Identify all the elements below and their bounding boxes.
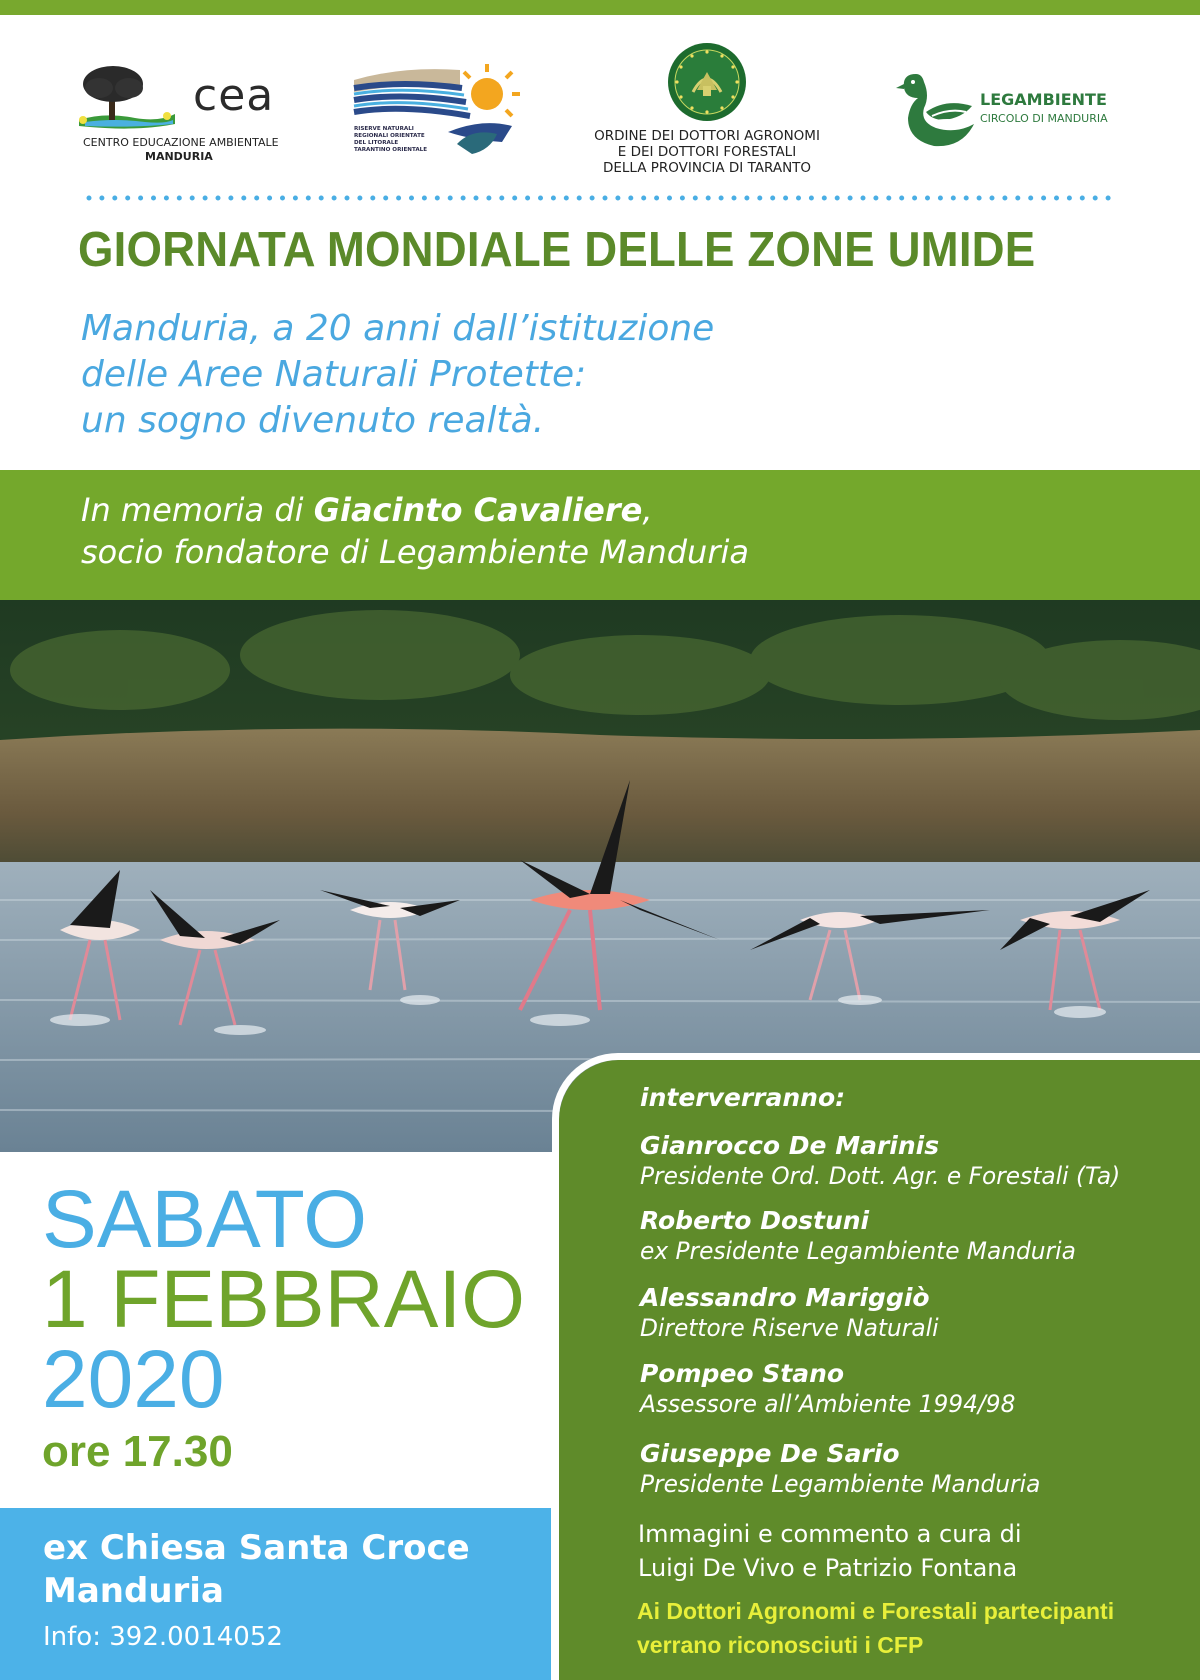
riserve-logo-text [354,126,444,154]
ordine-logo-line: E DEI DOTTORI FORESTALI [617,144,797,160]
dotted-divider [86,193,1116,203]
legambiente-logo [896,68,1136,158]
memorial-line1 [81,489,749,531]
ordine-logo-line: DELLA PROVINCIA DI TARANTO [602,160,812,176]
riserve-logo-line: RISERVE NATURALI [354,126,414,132]
speaker-name: Giuseppe De Sario [640,1439,900,1468]
page-title: GIORNATA MONDIALE DELLE ZONE UMIDE [78,223,1036,277]
cea-logo-line2: MANDURIA [145,150,213,163]
riserve-logo-line: REGIONALI ORIENTATE [354,133,425,139]
speaker-item [640,1131,1200,1191]
speaker-role: Assessore all’Ambiente 1994/98 [640,1390,1016,1418]
event-time: ore 17.30 [42,1427,233,1476]
credits-line: Luigi De Vivo e Patrizio Fontana [638,1554,1018,1582]
riserve-naturali-logo [352,58,532,168]
memorial-prefix: In memoria di [81,491,314,529]
venue-city: Manduria [43,1571,224,1611]
credits-line: Immagini e commento a cura di [638,1520,1022,1548]
speaker-role: Presidente Legambiente Manduria [640,1470,1041,1498]
speaker-name: Roberto Dostuni [640,1206,870,1235]
venue-info-phone: Info: 392.0014052 [43,1622,283,1652]
ordine-agronomi-logo [572,40,842,180]
riserve-logo-line: DEL LITORALE [354,140,399,146]
swan-icon [896,68,978,152]
speaker-name: Alessandro Mariggiò [640,1283,930,1312]
subtitle-line: Manduria, a 20 anni dall’istituzione [81,308,715,349]
subtitle-line: delle Aree Naturali Protette: [81,354,587,395]
riserve-logo-line: TARANTINO ORIENTALE [354,147,428,153]
speaker-item [640,1359,1200,1419]
cea-logo [75,62,295,172]
event-year: 2020 [42,1334,225,1425]
speaker-role: ex Presidente Legambiente Manduria [640,1237,1076,1265]
speaker-item [640,1283,1200,1343]
ordine-logo-text [572,128,842,176]
cfp-line: verrano riconosciuti i CFP [637,1632,924,1658]
speaker-item [640,1439,1200,1499]
cea-logo-word: cea [193,70,275,121]
venue-name: ex Chiesa Santa Croce [43,1528,470,1568]
subtitle-line: un sogno divenuto realtà. [81,400,545,441]
speakers-heading: interverranno: [640,1083,846,1112]
ordine-logo-line: ORDINE DEI DOTTORI AGRONOMI [594,128,820,144]
top-green-bar [0,0,1200,15]
speaker-item [640,1206,1200,1266]
ordine-seal-icon [667,42,747,122]
memorial-name: Giacinto Cavaliere [313,491,643,529]
memorial-line2: socio fondatore di Legambiente Manduria [81,533,749,571]
event-weekday: SABATO [42,1174,368,1265]
legambiente-logo-title: LEGAMBIENTE [980,90,1107,109]
speaker-name: Gianrocco De Marinis [640,1131,940,1160]
memorial-suffix: , [642,491,653,529]
speaker-name: Pompeo Stano [640,1359,845,1388]
memorial-text [81,489,749,573]
event-day: 1 FEBBRAIO [42,1254,526,1345]
tree-icon [75,62,185,134]
legambiente-logo-subtitle: CIRCOLO DI MANDURIA [980,112,1108,125]
cfp-line: Ai Dottori Agronomi e Forestali partecipanti [637,1598,1115,1624]
speaker-role: Presidente Ord. Dott. Agr. e Forestali (Ta) [640,1162,1121,1190]
photo-credits [638,1517,1022,1585]
subtitle [81,306,714,444]
speaker-role: Direttore Riserve Naturali [640,1314,939,1342]
cea-logo-line1: CENTRO EDUCAZIONE AMBIENTALE [83,136,279,149]
cfp-notice [637,1594,1114,1662]
